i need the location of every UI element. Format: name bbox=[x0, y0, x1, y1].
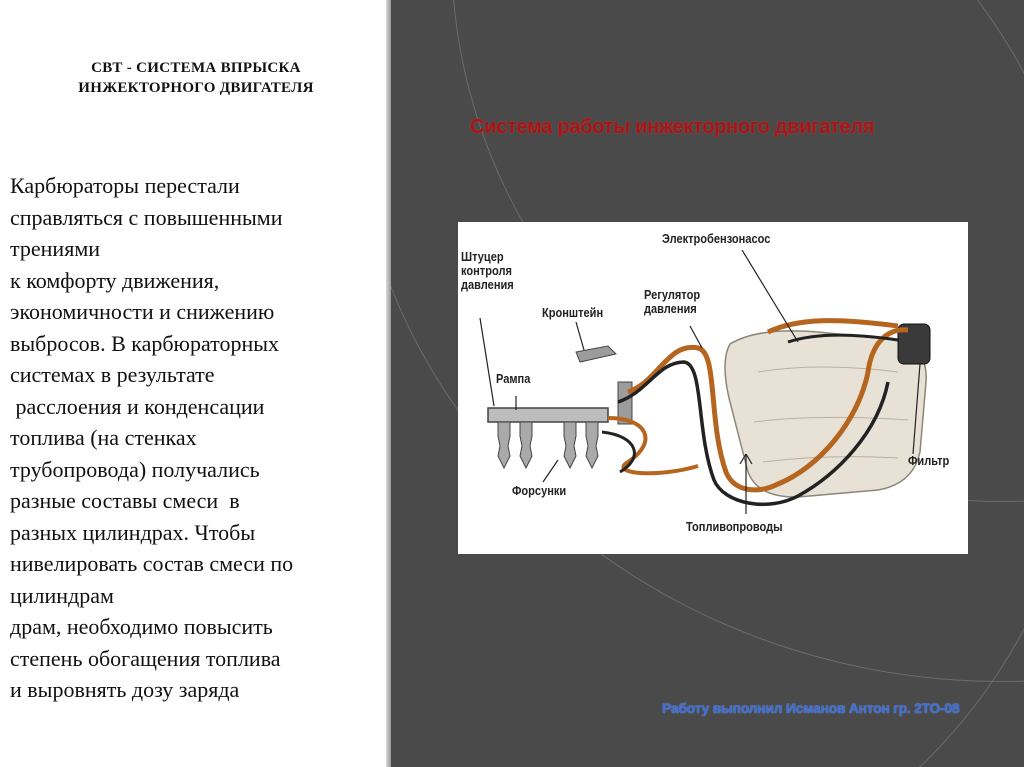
fuel-system-diagram bbox=[458, 222, 968, 554]
label-rail: Рампа bbox=[496, 371, 531, 386]
body-line: топлива (на стенках bbox=[10, 425, 197, 450]
body-line: цилиндрам bbox=[10, 582, 114, 608]
injectors bbox=[498, 422, 598, 468]
body-line: разные составы смеси в bbox=[10, 488, 240, 513]
body-line: Карбюраторы перестали bbox=[10, 173, 240, 198]
label-filter: Фильтр bbox=[908, 453, 950, 468]
slide-title-line-1: СВТ - СИСТЕМА ВПРЫСКА bbox=[91, 60, 301, 76]
body-line: выбросов. В карбюраторных bbox=[10, 330, 280, 356]
body-line: драм, необходимо повысить bbox=[10, 614, 273, 639]
bracket bbox=[576, 346, 616, 362]
label-fuel-lines: Топливопроводы bbox=[686, 519, 783, 534]
body-line: нивелировать состав смеси по bbox=[10, 551, 294, 576]
text-panel bbox=[0, 0, 390, 767]
body-text bbox=[10, 170, 382, 706]
label-injectors: Форсунки bbox=[512, 483, 567, 498]
fuel-line bbox=[602, 432, 634, 472]
label-pump: Электробензонасос bbox=[662, 231, 771, 246]
label-regulator: Регулятор давления bbox=[644, 287, 701, 316]
body-line: степень обогащения топлива bbox=[10, 645, 281, 671]
diagram-illustration bbox=[458, 222, 968, 554]
body-line: разных цилиндрах. Чтобы bbox=[10, 519, 256, 545]
body-line: и выровнять дозу заряда bbox=[10, 677, 240, 702]
label-pressure-fitting: Штуцер контроля давления bbox=[461, 249, 514, 292]
label-bracket: Кронштейн bbox=[542, 305, 604, 320]
body-line: справляться с повышенными bbox=[10, 204, 283, 230]
body-line: расслоения и конденсации bbox=[10, 393, 265, 419]
slide-title-line-2: ИНЖЕКТОРНОГО ДВИГАТЕЛЯ bbox=[78, 80, 314, 96]
body-line: трениями bbox=[10, 236, 101, 261]
slide-title bbox=[10, 58, 382, 98]
fuel-rail bbox=[488, 408, 608, 422]
fuel-line bbox=[608, 418, 698, 473]
fuel-tank bbox=[725, 331, 926, 497]
author-credit: Работу выполнил Исманов Антон гр. 2ТО-08 bbox=[662, 700, 960, 716]
body-line: экономичности и снижению bbox=[10, 299, 275, 324]
body-line: к комфорту движения, bbox=[10, 267, 220, 293]
body-line: трубопровода) получались bbox=[10, 456, 260, 482]
diagram-title: Система работы инжекторного двигателя bbox=[470, 116, 875, 138]
body-line: системах в результате bbox=[10, 362, 215, 387]
